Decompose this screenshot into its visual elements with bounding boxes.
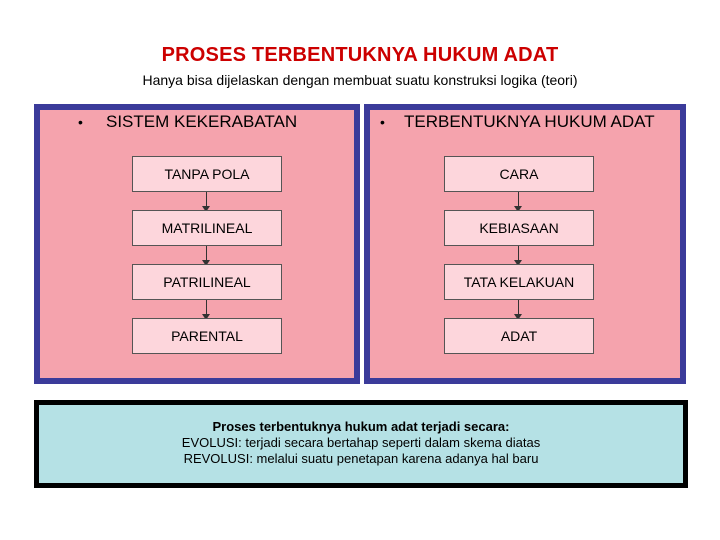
law-stage-label-4: ADAT — [500, 328, 538, 344]
kinship-box-3 — [132, 264, 282, 300]
arrow-down-icon — [518, 192, 519, 208]
law-stage-box-4 — [444, 318, 594, 354]
law-stage-label-2: KEBIASAAN — [479, 220, 559, 236]
process-note-box — [34, 400, 688, 488]
kinship-box-2 — [132, 210, 282, 246]
kinship-box-4 — [132, 318, 282, 354]
kinship-label-3: PATRILINEAL — [163, 274, 251, 290]
page-title: PROSES TERBENTUKNYA HUKUM ADAT — [161, 44, 559, 66]
kinship-label-1: TANPA POLA — [164, 166, 250, 182]
kinship-box-1 — [132, 156, 282, 192]
law-stage-box-3 — [444, 264, 594, 300]
arrow-down-icon — [206, 246, 207, 262]
kinship-label-2: MATRILINEAL — [161, 220, 253, 236]
note-heading: Proses terbentuknya hukum adat terjadi secara: — [212, 419, 510, 434]
law-stage-label-1: CARA — [499, 166, 539, 182]
left-bullet: • — [78, 114, 83, 130]
kinship-label-4: PARENTAL — [171, 328, 243, 344]
arrow-down-icon — [518, 300, 519, 316]
note-evolution: EVOLUSI: terjadi secara bertahap seperti dalam skema diatas — [181, 435, 541, 450]
law-stage-label-3: TATA KELAKUAN — [463, 274, 575, 290]
kinship-system-heading: SISTEM KEKERABATAN — [106, 112, 298, 131]
law-stage-box-2 — [444, 210, 594, 246]
law-stage-box-1 — [444, 156, 594, 192]
arrow-down-icon — [206, 192, 207, 208]
right-bullet: • — [380, 114, 385, 130]
note-revolution: REVOLUSI: melalui suatu penetapan karena adanya hal baru — [183, 451, 539, 466]
arrow-down-icon — [206, 300, 207, 316]
customary-law-heading: TERBENTUKNYA HUKUM ADAT — [404, 112, 655, 131]
arrow-down-icon — [518, 246, 519, 262]
page-subtitle: Hanya bisa dijelaskan dengan membuat suatu konstruksi logika (teori) — [142, 72, 578, 88]
